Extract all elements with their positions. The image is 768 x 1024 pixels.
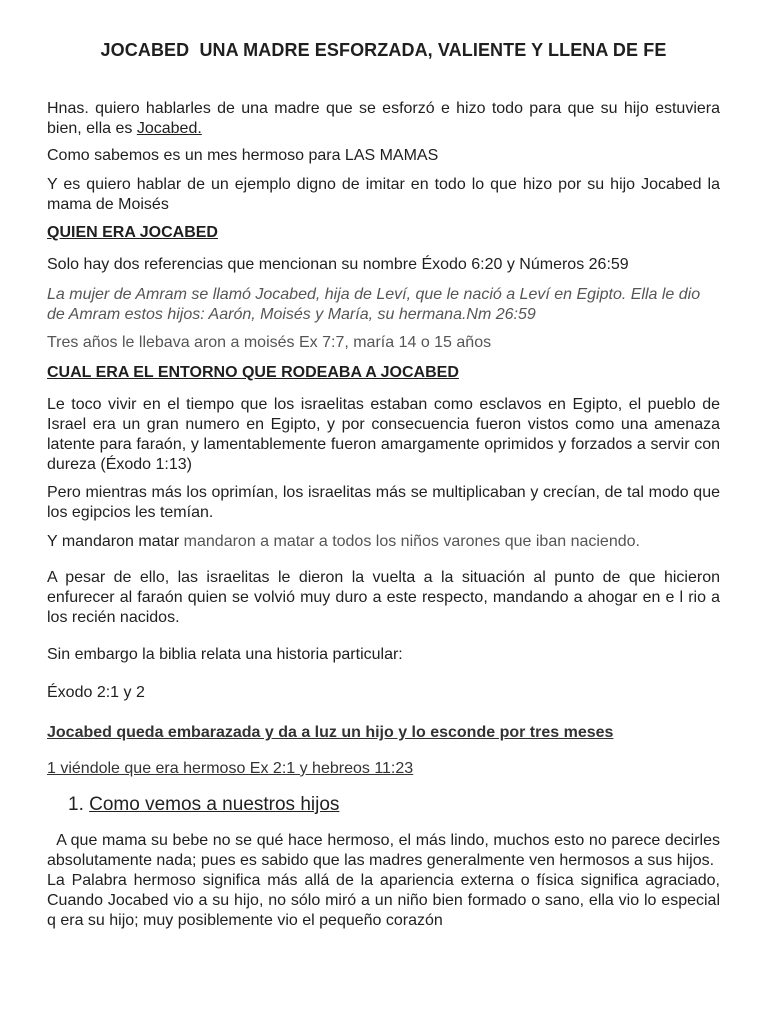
paragraph-ejemplo: Y es quiero hablar de un ejemplo digno de imitar en todo lo que hizo por su hijo Jocabed la mama de Moisés (47, 176, 720, 213)
intro-paragraph (47, 99, 720, 139)
numbered-heading-label: Como vemos a nuestros hijos (89, 794, 340, 815)
paragraph-exodo-ref: Éxodo 2:1 y 2 (47, 684, 145, 701)
paragraph-a-que-mama: A que mama su bebe no se qué hace hermoso, el más lindo, muchos esto no parece decirles absolutamente nada; pues es sabido que las madres generalmente ven hermosos a sus hijos. (47, 832, 725, 869)
intro-text: Hnas. quiero hablarles de una madre que se esforzó e hizo todo para que su hijo estuviera bien, ella es (47, 100, 720, 137)
paragraph-mandaron-matar (47, 532, 720, 552)
paragraph-a-pesar: A pesar de ello, las israelitas le dieron la vuelta a la situación al punto de que hicieron enfurecer al faraón quien se volvió muy duro a este respecto, mandando a ahogar en e l rio a los recién nacidos. (47, 569, 720, 626)
bible-quote: La mujer de Amram se llamó Jocabed, hija de Leví, que le nació a Leví en Egipto. Ella le dio de Amram estos hijos: Aarón, Moisés y María, su hermana.Nm 26:59 (47, 286, 701, 323)
intro-name-jocabed: Jocabed. (136, 120, 202, 137)
document-title: JOCABED UNA MADRE ESFORZADA, VALIENTE Y LLENA DE FE (100, 40, 667, 60)
section-heading-entorno: CUAL ERA EL ENTORNO QUE RODEABA A JOCABED (47, 364, 459, 381)
numbered-heading (68, 793, 720, 817)
paragraph-tres-anos: Tres años le llebava aron a moisés Ex 7:7, maría 14 o 15 años (47, 334, 492, 351)
paragraph-jocabed-embarazada: Jocabed queda embarazada y da a luz un hijo y lo esconde por tres meses (47, 724, 614, 741)
paragraph-la-palabra: La Palabra hermoso significa más allá de la apariencia externa o física significa agraciado, Cuando Jocabed vio a su hijo, no sólo miró a un niño bien formado o sano, ella vio lo especial q era su hijo; muy posiblemente vio el pequeño corazón (47, 872, 720, 929)
paragraph-viendole: 1 viéndole que era hermoso Ex 2:1 y hebreos 11:23 (47, 760, 414, 777)
section-heading-quien-era: QUIEN ERA JOCABED (47, 224, 218, 241)
numbered-heading-number: 1. (68, 794, 84, 815)
matar-rest: mandaron a matar a todos los niños varones que iban naciendo. (179, 533, 640, 550)
paragraph-pero-mientras: Pero mientras más los oprimían, los israelitas más se multiplicaban y crecían, de tal modo que los egipcios les temían. (47, 484, 720, 521)
paragraph-mes: Como sabemos es un mes hermoso para LAS MAMAS (47, 147, 439, 164)
paragraph-sin-embargo: Sin embargo la biblia relata una historia particular: (47, 646, 403, 663)
paragraph-referencias: Solo hay dos referencias que mencionan su nombre Éxodo 6:20 y Números 26:59 (47, 256, 629, 273)
paragraph-entorno: Le toco vivir en el tiempo que los israelitas estaban como esclavos en Egipto, el pueblo de Israel era un gran numero en Egipto, y por consecuencia fueron vistos como una amenaza latente para faraón, y lamentablemente fueron amargamente oprimidos y forzados a servir con dureza (Éxodo 1:13) (47, 396, 720, 473)
matar-lead: Y mandaron matar (47, 533, 180, 550)
